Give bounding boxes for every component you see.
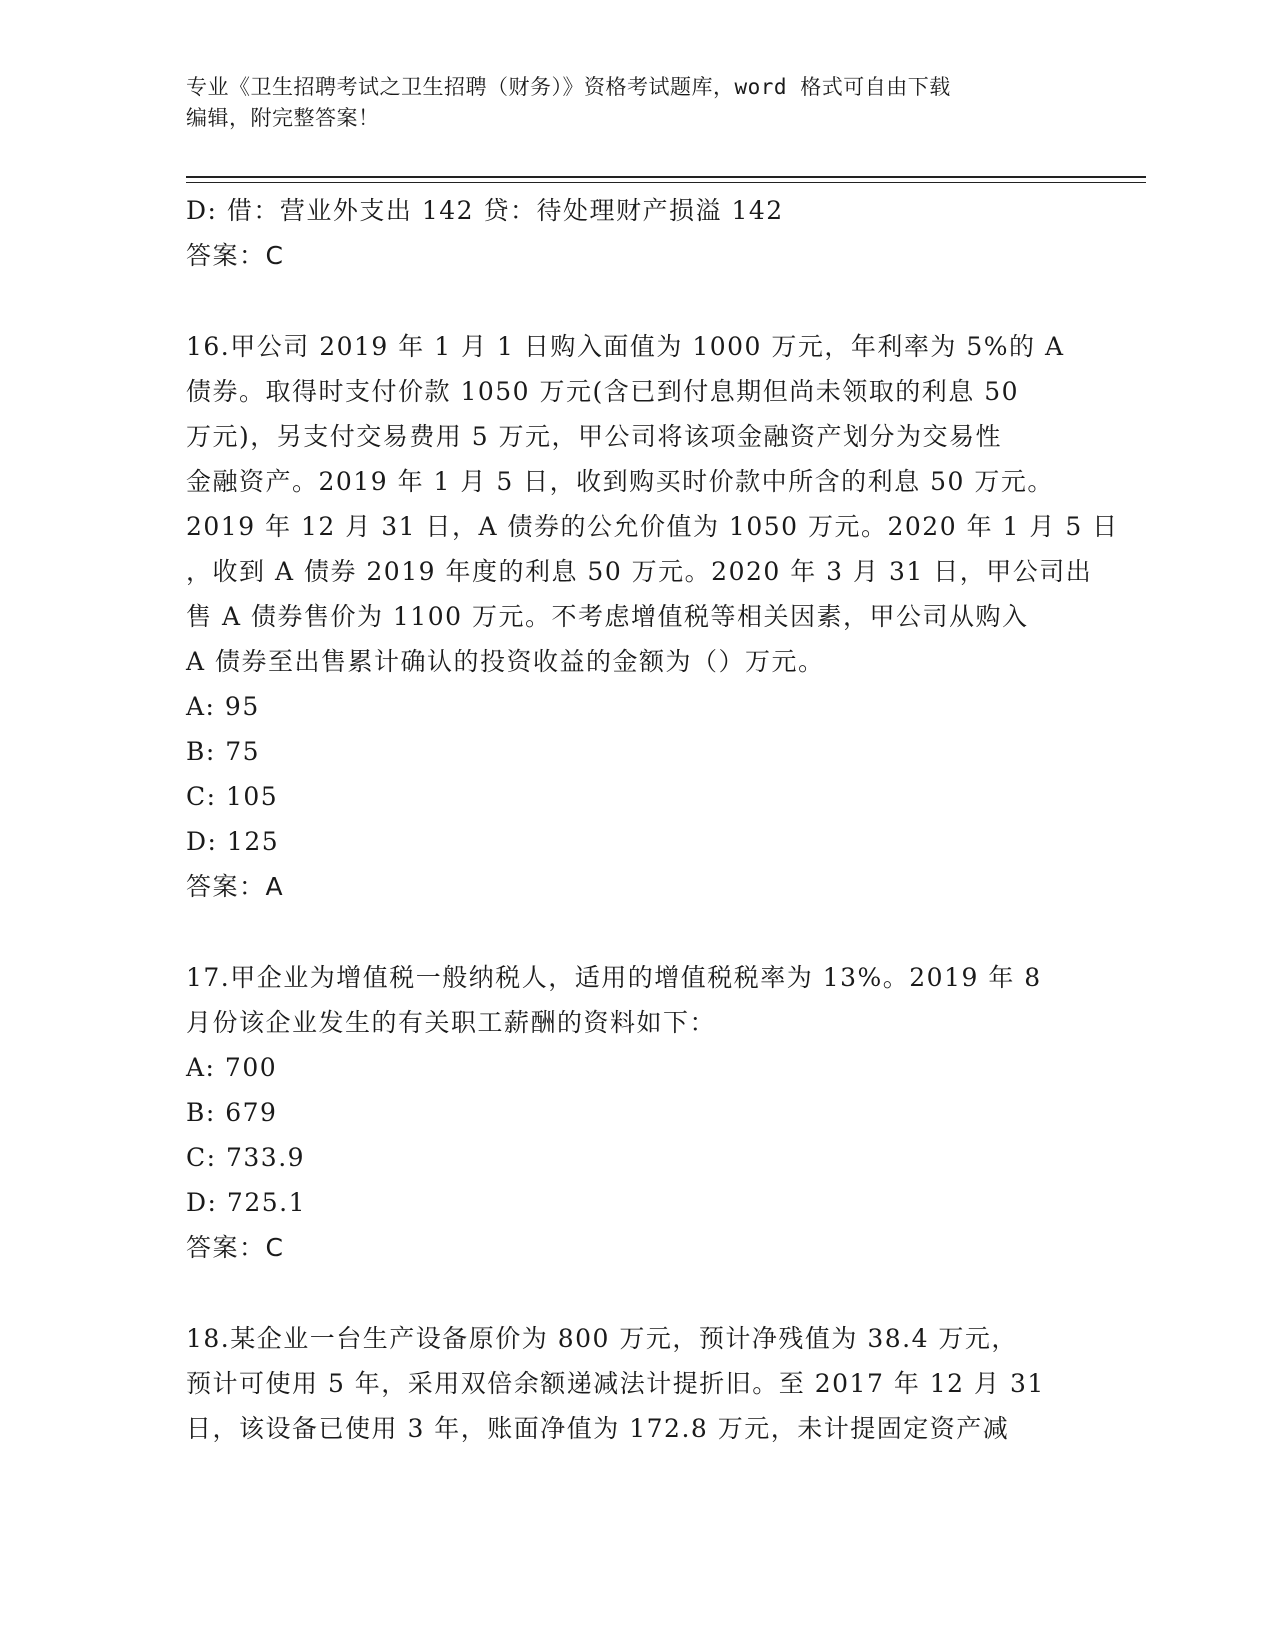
header-line-2: 编辑，附完整答案！	[186, 106, 380, 130]
question-text-line: 16.甲公司 2019 年 1 月 1 日购入面值为 1000 万元，年利率为 5%的 A	[186, 332, 1065, 361]
spacer	[186, 909, 1086, 955]
question-text-line: 17.甲企业为增值税一般纳税人，适用的增值税税率为 13%。2019 年 8	[186, 963, 1042, 992]
question-text-line: ，收到 A 债券 2019 年度的利息 50 万元。2020 年 3 月 31 日，甲公司出	[186, 557, 1093, 586]
option-a: A: 95	[186, 692, 260, 721]
question-16	[186, 324, 1119, 909]
question-text-line: 债券。取得时支付价款 1050 万元(含已到付息期但尚未领取的利息 50	[186, 377, 1020, 406]
question-18	[186, 1316, 1086, 1451]
question-text-line: 2019 年 12 月 31 日，A 债券的公允价值为 1050 万元。2020 年 1 月 5 日	[186, 512, 1119, 541]
question-text-line: 万元)，另支付交易费用 5 万元，甲公司将该项金融资产划分为交易性	[186, 422, 1003, 451]
option-c: C: 733.9	[186, 1143, 306, 1172]
question-text-line: 月份该企业发生的有关职工薪酬的资料如下：	[186, 1008, 717, 1037]
document-header	[186, 72, 1086, 134]
option-b: B: 75	[186, 737, 261, 766]
header-divider-thin	[186, 182, 1146, 183]
prev-option-d: D: 借：营业外支出 142 贷：待处理财产损溢 142	[186, 196, 784, 225]
option-d: D: 725.1	[186, 1188, 306, 1217]
spacer	[186, 1270, 1086, 1316]
question-text-line: 预计可使用 5 年，采用双倍余额递减法计提折旧。至 2017 年 12 月 31	[186, 1369, 1045, 1398]
question-text-line: 日，该设备已使用 3 年，账面净值为 172.8 万元，未计提固定资产减	[186, 1414, 1010, 1443]
document-body	[186, 188, 1119, 1451]
question-text-line: 金融资产。2019 年 1 月 5 日，收到购买时价款中所含的利息 50 万元。	[186, 467, 1054, 496]
header-line-1: 专业《卫生招聘考试之卫生招聘（财务）》资格考试题库，word 格式可自由下载	[186, 75, 951, 99]
option-c: C: 105	[186, 782, 279, 811]
question-text-line: 售 A 债券售价为 1100 万元。不考虑增值税等相关因素，甲公司从购入	[186, 602, 1029, 631]
question-17	[186, 955, 1086, 1270]
option-b: B: 679	[186, 1098, 278, 1127]
answer: 答案：A	[186, 872, 285, 901]
prev-answer: 答案：C	[186, 241, 285, 270]
option-d: D: 125	[186, 827, 280, 856]
option-a: A: 700	[186, 1053, 278, 1082]
answer: 答案：C	[186, 1233, 285, 1262]
spacer	[186, 278, 1086, 324]
question-text-line: 18.某企业一台生产设备原价为 800 万元，预计净残值为 38.4 万元，	[186, 1324, 1018, 1353]
question-text-line: A 债券至出售累计确认的投资收益的金额为（）万元。	[186, 647, 825, 676]
header-divider-thick	[186, 176, 1146, 178]
